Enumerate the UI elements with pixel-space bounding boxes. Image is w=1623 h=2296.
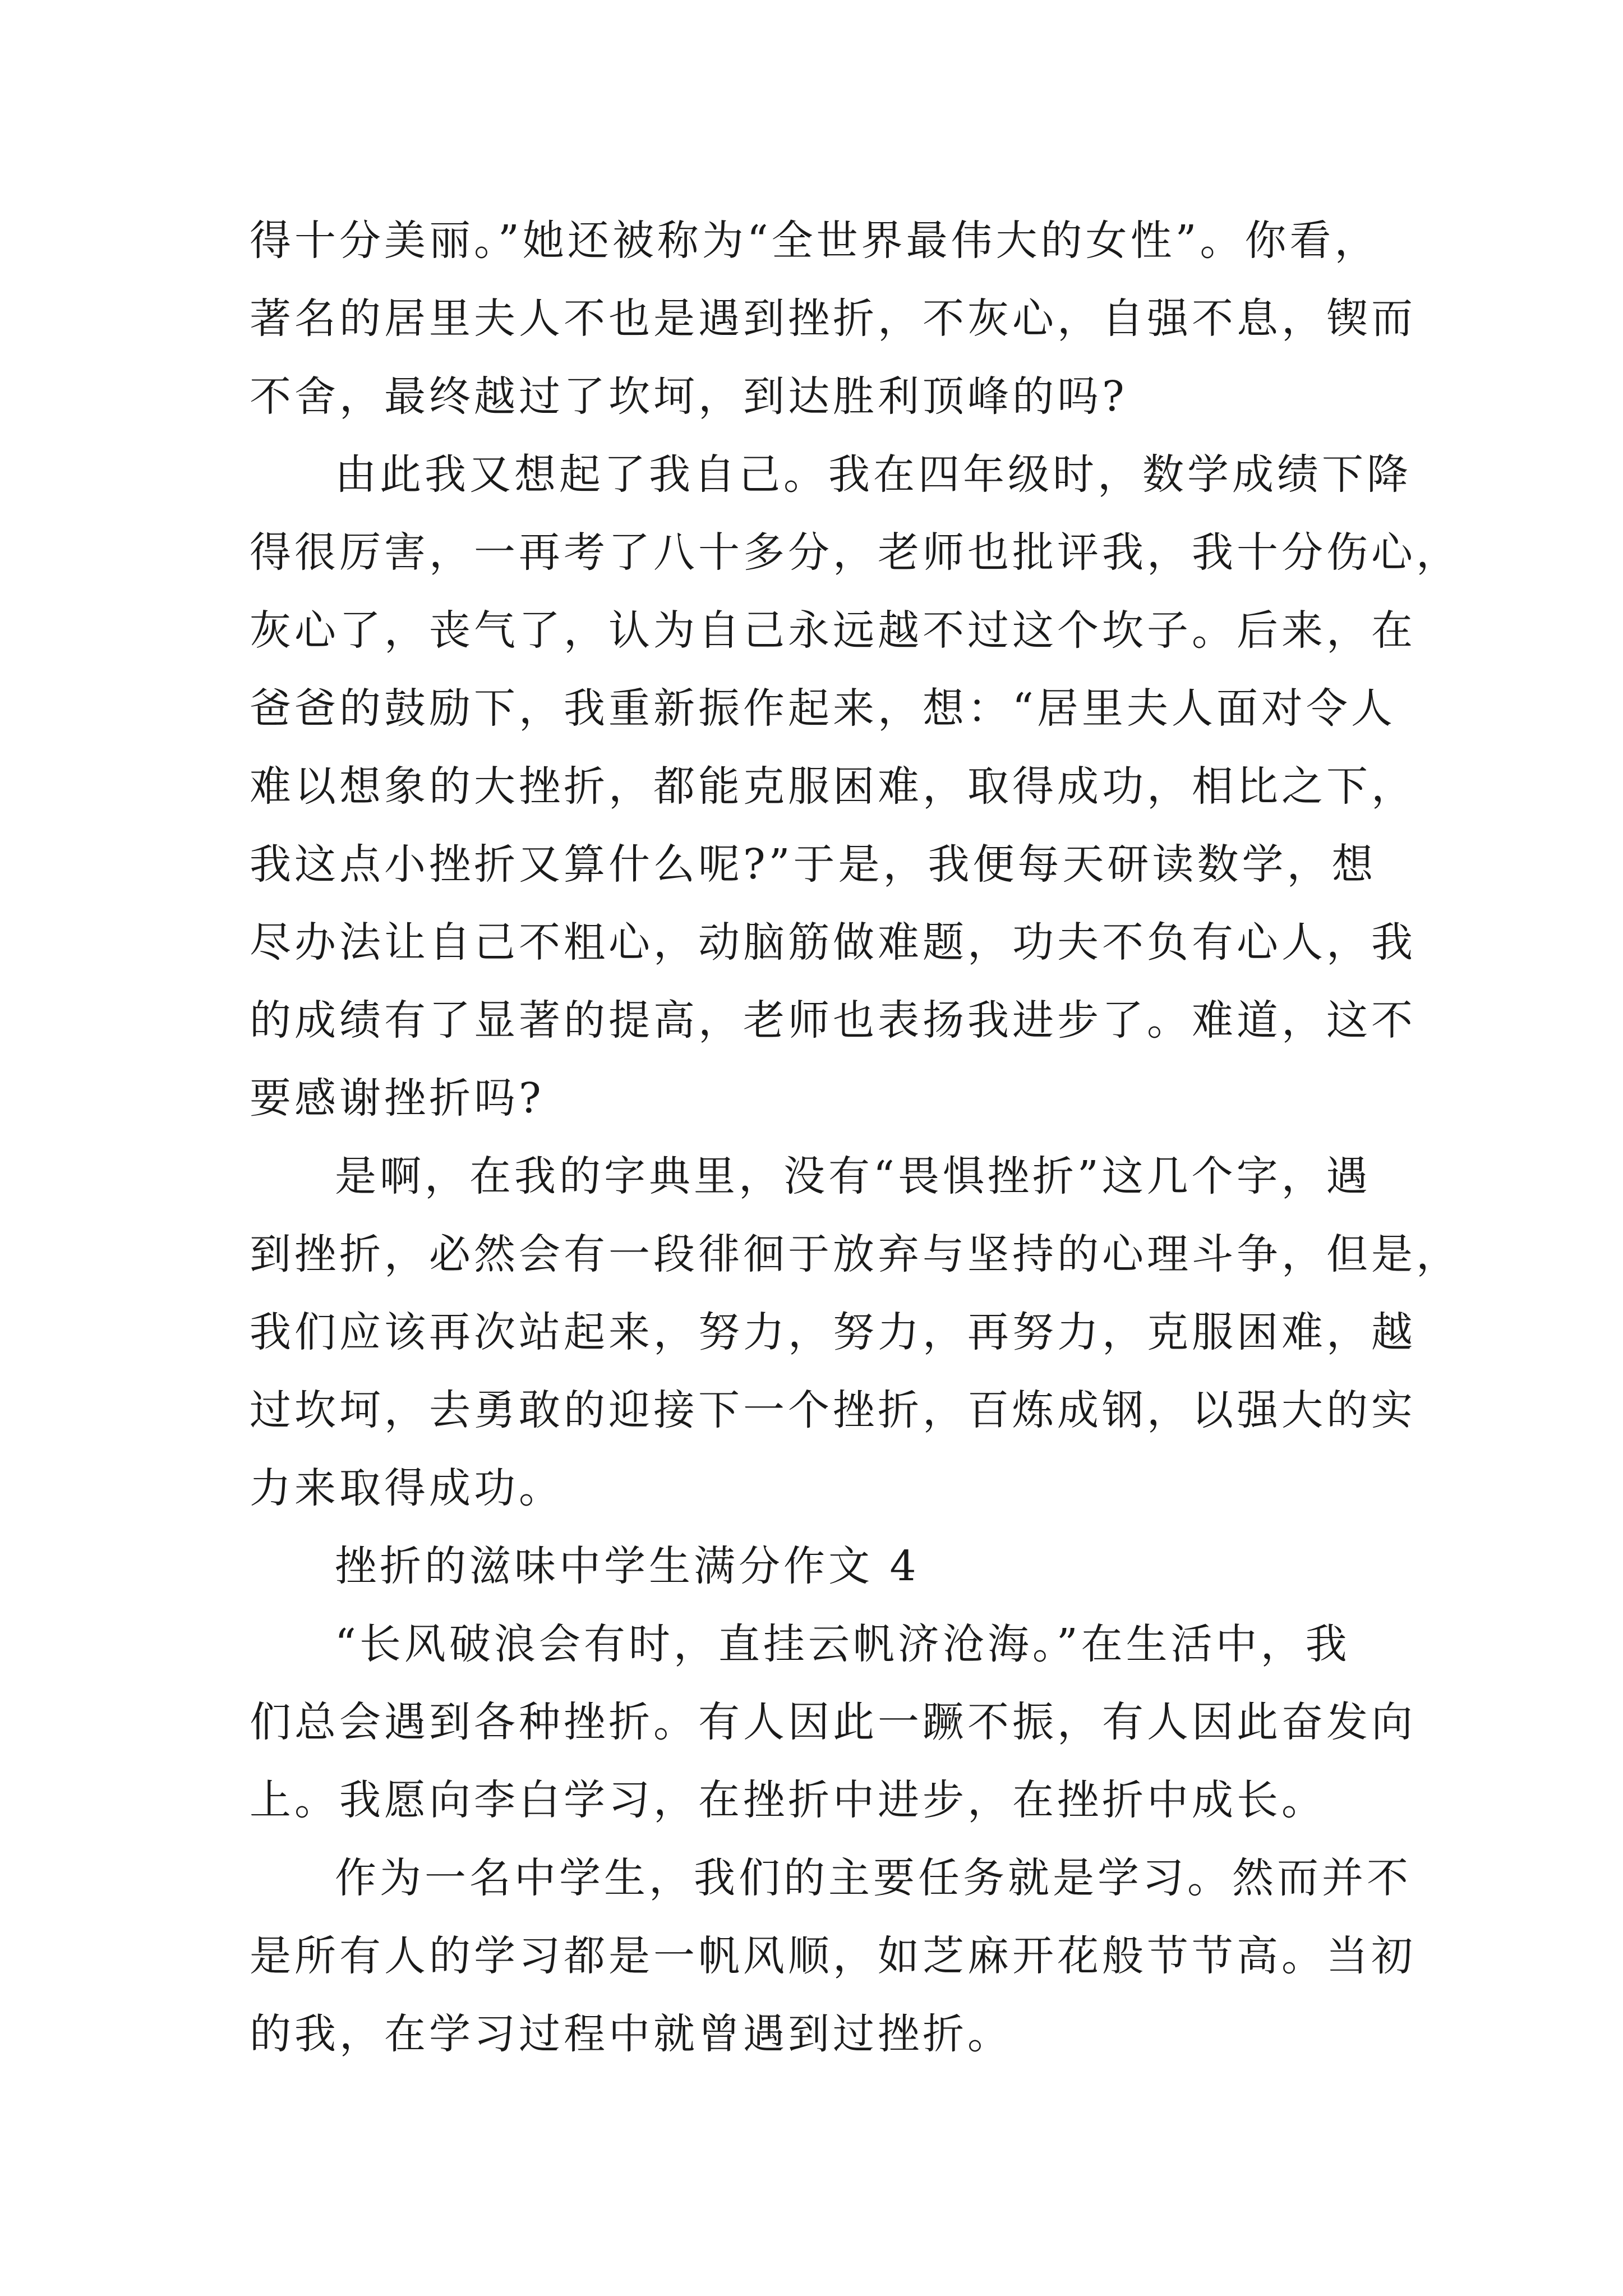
text-line: 不舍，最终越过了坎坷，到达胜利顶峰的吗? (250, 372, 1128, 421)
text-line: 的成绩有了显著的提高，老师也表扬我进步了。难道，这不 (250, 996, 1416, 1045)
text-line: 的我，在学习过程中就曾遇到过挫折。 (250, 2010, 1012, 2058)
text-line: 是所有人的学习都是一帆风顺，如芝麻开花般节节高。当初 (250, 1932, 1416, 1980)
paragraph-start-line: 是啊，在我的字典里，没有“畏惧挫折”这几个字，遇 (335, 1152, 1371, 1200)
paragraph-start-line: 由此我又想起了我自己。我在四年级时，数学成绩下降 (335, 450, 1412, 499)
text-line: 过坎坷，去勇敢的迎接下一个挫折，百炼成钢，以强大的实 (250, 1386, 1416, 1434)
text-line: 著名的居里夫人不也是遇到挫折，不灰心，自强不息，锲而 (250, 295, 1416, 343)
section-heading: 挫折的滋味中学生满分作文 4 (335, 1542, 920, 1590)
text-line: 我们应该再次站起来，努力，努力，再努力，克服困难，越 (250, 1308, 1416, 1356)
paragraph-start-line: 作为一名中学生，我们的主要任务就是学习。然而并不 (335, 1854, 1412, 1902)
text-line: 灰心了，丧气了，认为自己永远越不过这个坎子。后来，在 (250, 606, 1416, 655)
text-line: 力来取得成功。 (250, 1464, 564, 1512)
text-line: 得很厉害，一再考了八十多分，老师也批评我，我十分伤心， (250, 528, 1461, 577)
text-line: 上。我愿向李白学习，在挫折中进步，在挫折中成长。 (250, 1776, 1326, 1824)
text-line: 得十分美丽。”她还被称为“全世界最伟大的女性”。你看， (250, 217, 1380, 265)
text-line: 到挫折，必然会有一段徘徊于放弃与坚持的心理斗争，但是， (250, 1230, 1461, 1278)
text-line: 难以想象的大挫折，都能克服困难，取得成功，相比之下， (250, 762, 1416, 811)
text-line: 们总会遇到各种挫折。有人因此一蹶不振，有人因此奋发向 (250, 1698, 1416, 1746)
text-line: 我这点小挫折又算什么呢?”于是，我便每天研读数学，想 (250, 840, 1377, 889)
text-line: 要感谢挫折吗? (250, 1074, 545, 1122)
paragraph-start-line: “长风破浪会有时，直挂云帆济沧海。”在生活中，我 (335, 1620, 1350, 1668)
text-line: 爸爸的鼓励下，我重新振作起来，想：“居里夫人面对令人 (250, 684, 1396, 733)
text-line: 尽办法让自己不粗心，动脑筋做难题，功夫不负有心人，我 (250, 918, 1416, 967)
document-body (250, 202, 1461, 2073)
